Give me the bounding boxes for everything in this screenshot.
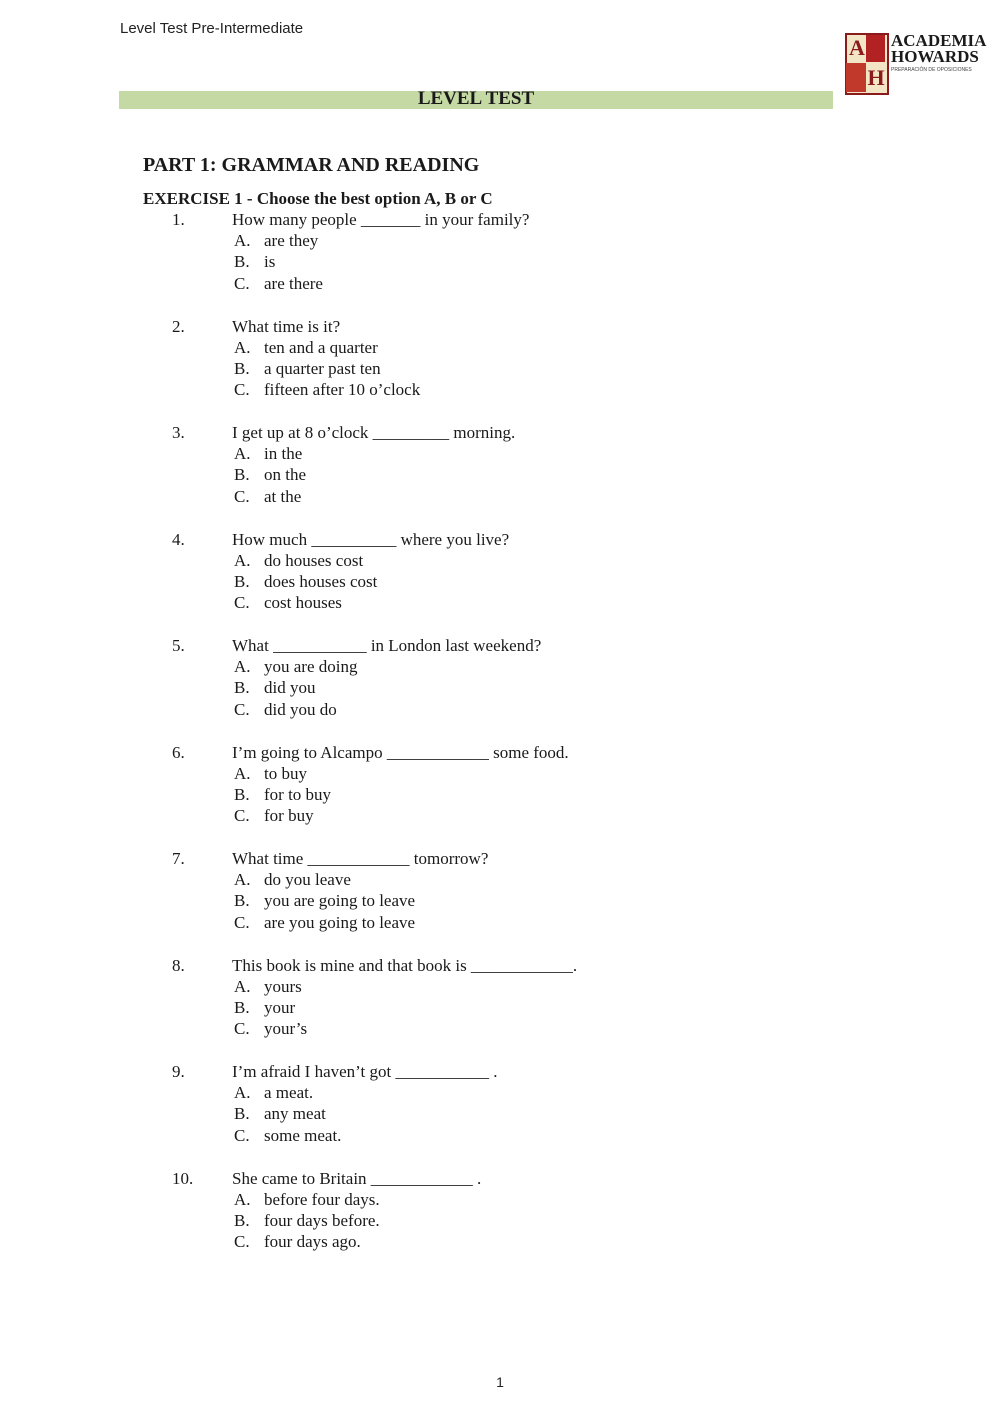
question-text: What ___________ in London last weekend? — [232, 636, 542, 655]
option-letter: C. — [234, 699, 250, 719]
question-number: 10. — [172, 1168, 194, 1188]
banner-title: LEVEL TEST — [417, 88, 535, 109]
question-text: I’m afraid I haven’t got ___________ . — [232, 1062, 498, 1081]
answer-option[interactable] — [234, 890, 415, 911]
option-letter: A. — [234, 657, 251, 676]
answer-option[interactable] — [234, 1082, 341, 1103]
option-text: is — [264, 252, 276, 272]
option-text: your — [264, 997, 296, 1017]
answer-option[interactable] — [234, 358, 420, 379]
option-letter: B. — [234, 891, 250, 911]
question-number: 5. — [172, 636, 185, 655]
question-number: 7. — [172, 849, 185, 868]
page-number: 1 — [496, 1374, 504, 1390]
answer-option[interactable] — [234, 784, 331, 805]
option-text: ten and a quarter — [264, 337, 378, 357]
title-banner — [119, 88, 833, 109]
question-item — [0, 742, 1000, 849]
question-text: I get up at 8 o’clock _________ morning. — [232, 423, 516, 442]
option-text: four days ago. — [264, 1232, 361, 1252]
option-letter: A. — [234, 870, 251, 889]
answer-option[interactable] — [234, 1018, 307, 1039]
option-text: fifteen after 10 o’clock — [264, 380, 421, 400]
option-text: for to buy — [264, 784, 332, 804]
option-text: at the — [264, 486, 302, 506]
option-text: four days before. — [264, 1210, 380, 1230]
question-item — [0, 1168, 1000, 1275]
question-item — [0, 955, 1000, 1062]
question-text: How many people _______ in your family? — [232, 210, 530, 229]
question-list — [0, 209, 1000, 1274]
answer-option[interactable] — [234, 656, 357, 677]
option-letter: A. — [234, 1083, 251, 1102]
option-letter: A. — [234, 550, 251, 570]
option-letter: B. — [234, 997, 250, 1017]
option-letter: C. — [234, 1232, 250, 1252]
option-letter: A. — [234, 444, 251, 463]
option-letter: C. — [234, 593, 250, 613]
answer-option[interactable] — [234, 1189, 380, 1210]
logo-castle-quadrant — [866, 35, 885, 62]
answer-option[interactable] — [234, 230, 323, 251]
logo-name-line-2: HOWARDS — [891, 47, 979, 66]
logo-letter-a: A — [849, 35, 865, 60]
option-text: to buy — [264, 763, 307, 783]
answer-option[interactable] — [234, 251, 323, 272]
option-text: a quarter past ten — [264, 358, 381, 378]
option-text: did you — [264, 678, 316, 698]
option-text: you are doing — [264, 657, 358, 676]
option-list — [234, 1189, 380, 1253]
question-text: How much __________ where you live? — [232, 529, 510, 549]
option-list — [234, 230, 323, 294]
question-number: 6. — [172, 742, 185, 762]
option-text: you are going to leave — [264, 891, 416, 911]
option-text: does houses cost — [264, 571, 378, 591]
option-letter: B. — [234, 1104, 250, 1124]
option-letter: A. — [234, 976, 251, 996]
option-list — [234, 656, 357, 720]
option-text: do houses cost — [264, 550, 364, 570]
option-letter: B. — [234, 1210, 250, 1230]
question-number: 3. — [172, 423, 185, 442]
answer-option[interactable] — [234, 763, 331, 784]
logo-name-line-1: ACADEMIA — [891, 31, 987, 50]
option-list — [234, 869, 415, 933]
answer-option[interactable] — [234, 1231, 380, 1252]
question-number: 4. — [172, 529, 185, 549]
answer-option[interactable] — [234, 1125, 341, 1146]
answer-option[interactable] — [234, 486, 306, 507]
option-text: yours — [264, 976, 302, 996]
question-number: 8. — [172, 955, 185, 975]
option-text: are there — [264, 273, 323, 293]
option-text: some meat. — [264, 1125, 342, 1145]
question-text: She came to Britain ____________ . — [232, 1168, 482, 1188]
answer-option[interactable] — [234, 912, 415, 933]
option-letter: A. — [234, 231, 251, 250]
option-text: do you leave — [264, 870, 351, 889]
question-item — [0, 635, 1000, 742]
option-letter: B. — [234, 678, 250, 698]
option-letter: C. — [234, 1125, 250, 1145]
question-item — [0, 209, 1000, 316]
option-list — [234, 443, 306, 507]
answer-option[interactable] — [234, 337, 420, 358]
exercise-title: EXERCISE 1 - Choose the best option A, B or C — [143, 189, 493, 208]
question-text: What time is it? — [232, 316, 341, 336]
option-letter: B. — [234, 252, 250, 272]
answer-option[interactable] — [234, 592, 377, 613]
option-text: before four days. — [264, 1189, 380, 1209]
answer-option[interactable] — [234, 976, 307, 997]
question-item — [0, 529, 1000, 636]
logo-tagline: PREPARACIÓN DE OPOSICIONES — [891, 67, 972, 73]
option-letter: C. — [234, 380, 250, 400]
option-text: on the — [264, 465, 307, 485]
option-letter: C. — [234, 1019, 250, 1039]
question-number: 1. — [172, 210, 185, 229]
question-item — [0, 848, 1000, 955]
question-item — [0, 1061, 1000, 1168]
option-text: any meat — [264, 1104, 326, 1124]
logo-name — [891, 33, 986, 65]
option-letter: C. — [234, 806, 250, 826]
answer-option[interactable] — [234, 550, 377, 571]
option-list — [234, 337, 420, 401]
option-text: in the — [264, 444, 303, 463]
option-text: a meat. — [264, 1083, 314, 1102]
option-list — [234, 976, 307, 1040]
answer-option[interactable] — [234, 1210, 380, 1231]
answer-option[interactable] — [234, 677, 357, 698]
answer-option[interactable] — [234, 997, 307, 1018]
running-header: Level Test Pre-Intermediate — [120, 20, 304, 37]
question-text: This book is mine and that book is ____________. — [232, 955, 578, 975]
answer-option[interactable] — [234, 699, 357, 720]
option-text: did you do — [264, 699, 337, 719]
option-letter: B. — [234, 784, 250, 804]
answer-option[interactable] — [234, 273, 323, 294]
option-letter: C. — [234, 486, 250, 506]
answer-option[interactable] — [234, 571, 377, 592]
option-letter: A. — [234, 337, 251, 357]
question-number: 9. — [172, 1062, 185, 1081]
option-letter: C. — [234, 912, 250, 932]
option-letter: A. — [234, 763, 251, 783]
answer-option[interactable] — [234, 869, 415, 890]
option-letter: B. — [234, 571, 250, 591]
question-text: I’m going to Alcampo ____________ some food. — [232, 742, 569, 762]
answer-option[interactable] — [234, 443, 306, 464]
option-text: your’s — [264, 1019, 308, 1039]
option-text: for buy — [264, 806, 314, 826]
option-text: cost houses — [264, 593, 342, 613]
question-item — [0, 316, 1000, 423]
question-number: 2. — [172, 316, 185, 336]
answer-option[interactable] — [234, 805, 331, 826]
part-title: PART 1: GRAMMAR AND READING — [143, 154, 480, 176]
option-list — [234, 550, 377, 614]
option-list — [234, 1082, 341, 1146]
academia-howards-logo — [845, 33, 985, 97]
option-list — [234, 763, 331, 827]
option-letter: B. — [234, 465, 250, 485]
answer-option[interactable] — [234, 379, 420, 400]
option-letter: B. — [234, 358, 250, 378]
option-text: are you going to leave — [264, 912, 416, 932]
option-letter: A. — [234, 1189, 251, 1209]
answer-option[interactable] — [234, 1103, 341, 1124]
question-text: What time ____________ tomorrow? — [232, 849, 489, 868]
answer-option[interactable] — [234, 464, 306, 485]
logo-emblem-quadrant — [846, 63, 866, 92]
question-item — [0, 422, 1000, 529]
option-text: are they — [264, 231, 319, 250]
option-letter: C. — [234, 273, 250, 293]
logo-letter-h: H — [867, 65, 885, 90]
